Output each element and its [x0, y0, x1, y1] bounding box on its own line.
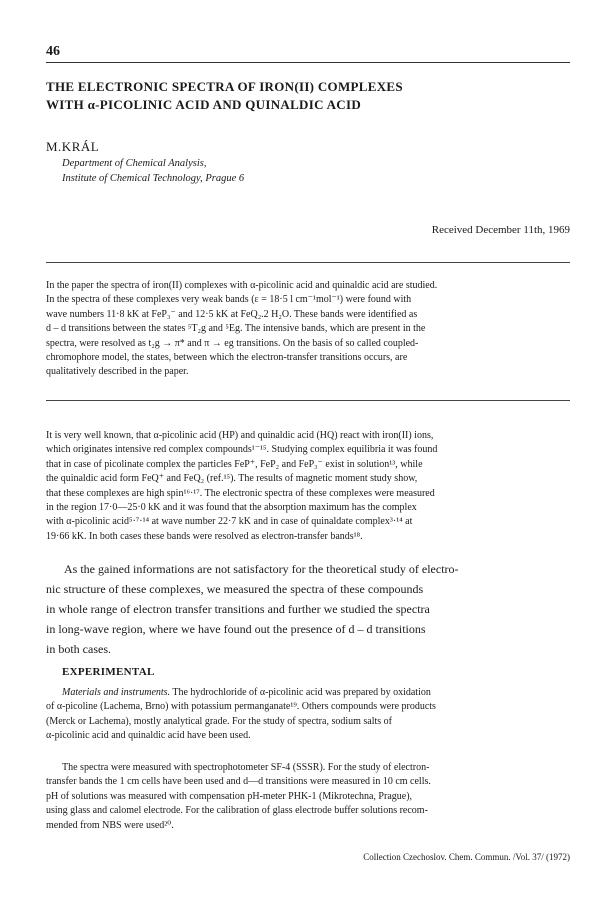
intro-line: the quinaldic acid form FeQ⁺ and FeQ₂ (ref.¹⁵). The results of magnetic moment study show,	[46, 473, 418, 485]
exp2-line: mended from NBS were used²⁰.	[46, 819, 174, 831]
article-title	[46, 78, 570, 114]
page-number: 46	[46, 44, 60, 59]
exp1-line: α-picolinic acid and quinaldic acid have been used.	[46, 730, 251, 742]
intro-line: in the region 17·0—25·0 kK and it was found that the absorption maximum has the complex	[46, 502, 417, 514]
title-line-2: WITH α-PICOLINIC ACID AND QUINALDIC ACID	[46, 97, 362, 112]
materials-subheading: Materials and instruments.	[62, 687, 171, 698]
abstract-line: chromophore model, the states, between which the electron-transfer transitions occurs, are	[46, 352, 408, 364]
abstract-top-rule	[46, 262, 570, 263]
affiliation-line-1: Department of Chemical Analysis,	[62, 158, 207, 169]
intro-line: 19·66 kK. In both cases these bands were resolved as electron-transfer bands¹⁸.	[46, 530, 363, 542]
experimental-paragraph-2	[46, 761, 570, 833]
header-rule	[46, 62, 570, 63]
introduction-paragraph	[46, 429, 570, 544]
intro-line: that in case of picolinate complex the particles FeP⁺, FeP₂ and FeP₃⁻ exist in solution¹³, while	[46, 458, 423, 470]
affiliation	[62, 156, 244, 186]
abstract-line: spectra, were resolved as t₂g → π* and π → eg transitions. On the basis of so called coupled-	[46, 337, 419, 349]
intro-line: It is very well known, that α-picolinic acid (HP) and quinaldic acid (HQ) react with iron(II) ions,	[46, 430, 434, 441]
introduction-paragraph-2	[46, 559, 570, 659]
affiliation-line-2: Institute of Chemical Technology, Prague 6	[62, 173, 245, 184]
abstract-line: wave numbers 11·8 kK at FeP₃⁻ and 12·5 kK at FeQ₂.2 H₂O. These bands were identified as	[46, 308, 418, 320]
exp2-line: pH of solutions was measured with compensation pH-meter PHK-1 (Mikrotechna, Prague),	[46, 790, 413, 802]
intro2-line: in whole range of electron transfer transitions and further we studied the spectra	[46, 602, 430, 616]
exp1-line: of α-picoline (Lachema, Brno) with potassium permanganate¹⁹. Others compounds were products	[46, 701, 436, 713]
abstract-line: In the spectra of these complexes very weak bands (ε = 18·5 l cm⁻¹mol⁻¹) were found with	[46, 294, 412, 306]
abstract-line: In the paper the spectra of iron(II) complexes with α-picolinic acid and quinaldic acid are studied.	[46, 280, 438, 291]
intro-line: that these complexes are high spin¹⁶·¹⁷. The electronic spectra of these complexes were measured	[46, 487, 435, 499]
journal-footer: Collection Czechoslov. Chem. Commun. /Vol. 37/ (1972)	[363, 852, 570, 862]
exp2-line: transfer bands the 1 cm cells have been used and d—d transitions were measured in 10 cm cells.	[46, 776, 431, 788]
exp2-line: The spectra were measured with spectrophotometer SF-4 (SSSR). For the study of electron-	[62, 762, 430, 773]
abstract-bottom-rule	[46, 400, 570, 401]
section-heading-experimental: EXPERIMENTAL	[62, 666, 155, 678]
exp2-line: using glass and calomel electrode. For the calibration of glass electrode buffer solutions recom-	[46, 805, 428, 817]
received-date: Received December 11th, 1969	[431, 224, 570, 236]
exp1-first-line	[46, 686, 570, 700]
abstract-line: d – d transitions between the states ⁵T₂g and ⁵Eg. The intensive bands, which are present in the	[46, 323, 426, 335]
exp1-line: (Merck or Lachema), mostly analytical grade. For the study of spectra, sodium salts of	[46, 715, 393, 727]
intro-line: with α-picolinic acid⁵·⁷·¹⁴ at wave number 22·7 kK and in case of quinaldate complex³·¹⁴ at	[46, 516, 413, 528]
intro2-line: in long-wave region, where we have found out the presence of d – d transitions	[46, 622, 426, 636]
intro2-line: As the gained informations are not satisfactory for the theoretical study of electro-	[64, 562, 459, 576]
intro2-line: nic structure of these complexes, we measured the spectra of these compounds	[46, 582, 424, 596]
exp1-first-line-text: The hydrochloride of α-picolinic acid was prepared by oxidation	[170, 687, 431, 698]
intro-line: which originates intensive red complex compounds¹⁻¹⁵. Studying complex equilibria it was found	[46, 444, 438, 456]
experimental-paragraph-1	[46, 686, 570, 744]
intro2-line: in both cases.	[46, 642, 111, 656]
title-line-1: THE ELECTRONIC SPECTRA OF IRON(II) COMPLEXES	[46, 79, 403, 94]
author: M.KRÁL	[46, 139, 100, 154]
abstract	[46, 279, 570, 380]
abstract-line: qualitatively described in the paper.	[46, 366, 189, 378]
